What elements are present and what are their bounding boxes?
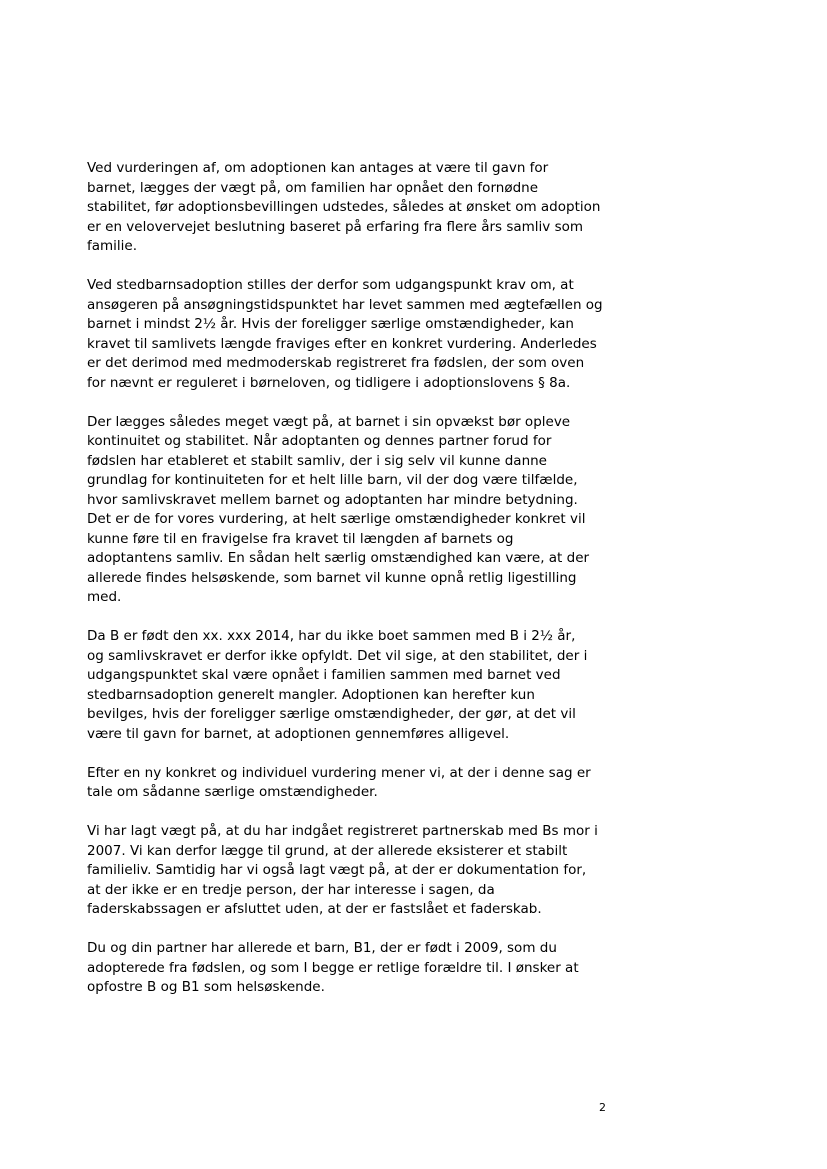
paragraph-7: Du og din partner har allerede et barn, B1, der er født i 2009, som du adopterede fra fødslen, og som I begge er retlige forældre til. I ønsker at opfostre B og B1 som helsøskende. xyxy=(87,940,579,995)
paragraph-4: Da B er født den xx. xxx 2014, har du ikke boet sammen med B i 2½ år, og samlivskravet er derfor ikke opfyldt. Det vil sige, at den stabilitet, der i udgangspunktet skal være opnået i familien sammen med barnet ved stedbarnsadoption generelt mangler. Adoptionen kan herefter kun bevilges, hvis der foreligger særlige omstændigheder, der gør, at det vil være til gavn for barnet, at adoptionen gennemføres alligevel. xyxy=(87,628,588,742)
page-number: 2 xyxy=(599,1101,606,1114)
paragraph-2: Ved stedbarnsadoption stilles der derfor som udgangspunkt krav om, at ansøgeren på ansøgningstidspunktet har levet sammen med ægtefællen og barnet i mindst 2½ år. Hvis der foreligger særlige omstændigheder, kan kravet til samlivets længde fraviges efter en konkret vurdering. Anderledes er det derimod med medmoderskab registreret fra fødslen, der som oven for nævnt er reguleret i børneloven, og tidligere i adoptionslovens § 8a. xyxy=(87,277,603,391)
paragraph-3: Der lægges således meget vægt på, at barnet i sin opvækst bør opleve kontinuitet og stabilitet. Når adoptanten og dennes partner forud for fødslen har etableret et stabilt samliv, der i sig selv vil kunne danne grundlag for kontinuiteten for et helt lille barn, vil der dog være tilfælde, hvor samlivskravet mellem barnet og adoptanten har mindre betydning. Det er de for vores vurdering, at helt særlige omstændigheder konkret vil kunne føre til en fravigelse fra kravet til længden af barnets og adoptantens samliv. En sådan helt særlig omstændighed kan være, at der allerede findes helsøskende, som barnet vil kunne opnå retlig ligestilling med. xyxy=(87,413,590,605)
body-text xyxy=(87,159,627,1017)
paragraph-5: Efter en ny konkret og individuel vurdering mener vi, at der i denne sag er tale om sådanne særlige omstændigheder. xyxy=(87,764,591,800)
paragraph-1: Ved vurderingen af, om adoptionen kan antages at være til gavn for barnet, lægges der vægt på, om familien har opnået den fornødne stabilitet, før adoptionsbevillingen udstedes, således at ønsket om adoption er en velovervejet beslutning baseret på erfaring fra flere års samliv som familie. xyxy=(87,160,601,254)
paragraph-6: Vi har lagt vægt på, at du har indgået registreret partnerskab med Bs mor i 2007. Vi kan derfor lægge til grund, at der allerede eksisterer et stabilt familieliv. Samtidig har vi også lagt vægt på, at der er dokumentation for, at der ikke er en tredje person, der har interesse i sagen, da faderskabssagen er afsluttet uden, at der er fastslået et faderskab. xyxy=(87,823,598,917)
